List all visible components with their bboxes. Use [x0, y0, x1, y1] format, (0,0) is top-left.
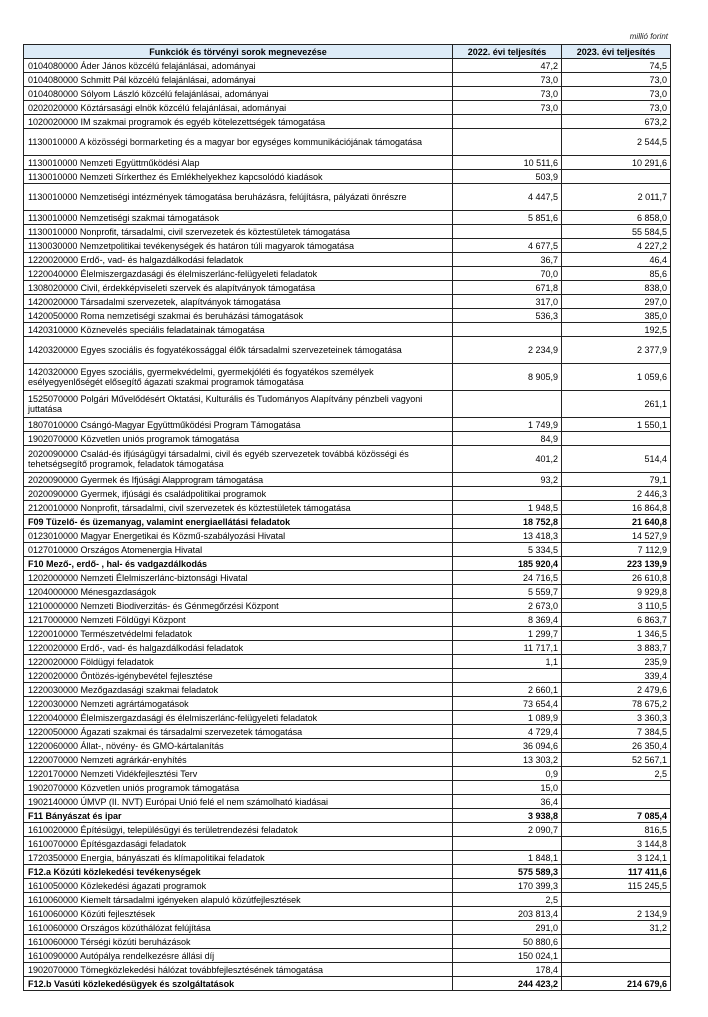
row-name-cell: 2120010000 Nonprofit, társadalmi, civil szervezetek és köztestületek támogatása: [24, 501, 453, 515]
row-2023-cell: 78 675,2: [562, 697, 671, 711]
row-2022-cell: [453, 225, 562, 239]
row-2022-cell: 2 673,0: [453, 599, 562, 613]
row-2023-cell: 816,5: [562, 823, 671, 837]
row-2023-cell: 14 527,9: [562, 529, 671, 543]
table-row: [24, 669, 671, 683]
table-row: [24, 309, 671, 323]
row-2022-cell: 3 938,8: [453, 809, 562, 823]
row-2023-cell: 2 544,5: [562, 129, 671, 156]
row-2022-cell: [453, 487, 562, 501]
table-row-subtotal: [24, 557, 671, 571]
header-2023: 2023. évi teljesítés: [562, 45, 671, 59]
table-row: [24, 851, 671, 865]
row-name-cell: 1902070000 Közvetlen uniós programok támogatása: [24, 781, 453, 795]
row-name-cell: 1610090000 Autópálya rendelkezésre állási díj: [24, 949, 453, 963]
row-2022-cell: 8 905,9: [453, 364, 562, 391]
row-name-cell: 1902070000 Tömegközlekedési hálózat továbbfejlesztésének támogatása: [24, 963, 453, 977]
row-name-cell: 1420310000 Köznevelés speciális feladatainak támogatása: [24, 323, 453, 337]
row-2022-cell: 50 880,6: [453, 935, 562, 949]
row-2023-cell: 21 640,8: [562, 515, 671, 529]
row-2023-cell: 73,0: [562, 87, 671, 101]
row-name-cell: 1130010000 Nemzeti Sírkerthez és Emlékhelyekhez kapcsolódó kiadások: [24, 170, 453, 184]
row-name-cell: 1610070000 Építésgazdasági feladatok: [24, 837, 453, 851]
table-row: [24, 432, 671, 446]
row-2023-cell: 115 245,5: [562, 879, 671, 893]
table-row: [24, 613, 671, 627]
header-2022: 2022. évi teljesítés: [453, 45, 562, 59]
row-name-cell: 0202020000 Köztársasági elnök közcélú felajánlásai, adományai: [24, 101, 453, 115]
table-row: [24, 239, 671, 253]
row-2022-cell: 4 729,4: [453, 725, 562, 739]
row-name-cell: 1902140000 ÚMVP (II. NVT) Európai Unió felé el nem számolható kiadásai: [24, 795, 453, 809]
table-row: [24, 711, 671, 725]
table-row-subtotal: [24, 809, 671, 823]
row-name-cell: F12.b Vasúti közlekedésügyek és szolgáltatások: [24, 977, 453, 991]
row-name-cell: 1220020000 Erdő-, vad- és halgazdálkodási feladatok: [24, 641, 453, 655]
row-name-cell: 0104080000 Áder János közcélú felajánlásai, adományai: [24, 59, 453, 73]
row-2023-cell: 74,5: [562, 59, 671, 73]
row-name-cell: 1420320000 Egyes szociális, gyermekvédelmi, gyermekjóléti és fogyatékos személyek esélyegyenlőségét elősegítő ágazati szakmai programok támogatása: [24, 364, 453, 391]
row-2022-cell: 2 090,7: [453, 823, 562, 837]
row-name-cell: 1420020000 Társadalmi szervezetek, alapítványok támogatása: [24, 295, 453, 309]
row-name-cell: 1217000000 Nemzeti Földügyi Központ: [24, 613, 453, 627]
row-2023-cell: 192,5: [562, 323, 671, 337]
row-2023-cell: 26 350,4: [562, 739, 671, 753]
row-2023-cell: 9 929,8: [562, 585, 671, 599]
row-name-cell: 2020090000 Gyermek, ifjúsági és családpolitikai programok: [24, 487, 453, 501]
unit-label: millió forint: [629, 32, 668, 41]
row-2023-cell: 1 346,5: [562, 627, 671, 641]
row-2023-cell: 6 863,7: [562, 613, 671, 627]
row-2023-cell: 514,4: [562, 446, 671, 473]
row-name-cell: 2020090000 Gyermek és Ifjúsági Alapprogram támogatása: [24, 473, 453, 487]
row-2022-cell: [453, 669, 562, 683]
table-row: [24, 725, 671, 739]
row-2022-cell: 1 848,1: [453, 851, 562, 865]
row-name-cell: 1610020000 Építésügyi, településügyi és területrendezési feladatok: [24, 823, 453, 837]
row-2022-cell: 13 303,2: [453, 753, 562, 767]
row-2022-cell: 5 851,6: [453, 211, 562, 225]
row-2022-cell: 203 813,4: [453, 907, 562, 921]
row-2022-cell: 4 677,5: [453, 239, 562, 253]
row-2022-cell: 84,9: [453, 432, 562, 446]
row-name-cell: 1130010000 Nonprofit, társadalmi, civil szervezetek és köztestületek támogatása: [24, 225, 453, 239]
row-name-cell: 1202000000 Nemzeti Élelmiszerlánc-biztonsági Hivatal: [24, 571, 453, 585]
row-2022-cell: 671,8: [453, 281, 562, 295]
row-2022-cell: 18 752,8: [453, 515, 562, 529]
row-name-cell: 1220020000 Földügyi feladatok: [24, 655, 453, 669]
row-2022-cell: 70,0: [453, 267, 562, 281]
table-row: [24, 391, 671, 418]
row-2023-cell: 46,4: [562, 253, 671, 267]
row-name-cell: 1204000000 Ménesgazdaságok: [24, 585, 453, 599]
table-row: [24, 473, 671, 487]
table-row-subtotal: [24, 977, 671, 991]
row-name-cell: 1220070000 Nemzeti agrárkár-enyhítés: [24, 753, 453, 767]
row-2022-cell: [453, 129, 562, 156]
row-2022-cell: [453, 323, 562, 337]
table-header-row: [24, 45, 671, 59]
header-name: Funkciók és törvényi sorok megnevezése: [24, 45, 453, 59]
row-name-cell: 1220060000 Állat-, növény- és GMO-kártalanítás: [24, 739, 453, 753]
row-2022-cell: [453, 115, 562, 129]
row-2023-cell: 7 112,9: [562, 543, 671, 557]
table-row: [24, 907, 671, 921]
row-name-cell: F09 Tüzelő- és üzemanyag, valamint energiaellátási feladatok: [24, 515, 453, 529]
row-2022-cell: 503,9: [453, 170, 562, 184]
row-2022-cell: 536,3: [453, 309, 562, 323]
table-row: [24, 697, 671, 711]
row-2023-cell: 297,0: [562, 295, 671, 309]
row-2023-cell: 2,5: [562, 767, 671, 781]
row-name-cell: F11 Bányászat és ipar: [24, 809, 453, 823]
table-row: [24, 781, 671, 795]
row-2022-cell: 2 660,1: [453, 683, 562, 697]
row-2022-cell: 244 423,2: [453, 977, 562, 991]
row-2023-cell: 73,0: [562, 101, 671, 115]
row-2022-cell: [453, 837, 562, 851]
table-row: [24, 795, 671, 809]
row-2022-cell: 10 511,6: [453, 156, 562, 170]
row-name-cell: F12.a Közúti közlekedési tevékenységek: [24, 865, 453, 879]
row-2022-cell: 185 920,4: [453, 557, 562, 571]
budget-table: [23, 44, 671, 991]
row-name-cell: 1130010000 Nemzeti Együttműködési Alap: [24, 156, 453, 170]
row-2023-cell: [562, 432, 671, 446]
table-row: [24, 963, 671, 977]
row-2023-cell: 85,6: [562, 267, 671, 281]
row-2022-cell: 150 024,1: [453, 949, 562, 963]
row-2023-cell: [562, 935, 671, 949]
row-2023-cell: 673,2: [562, 115, 671, 129]
row-name-cell: 1220170000 Nemzeti Vidékfejlesztési Terv: [24, 767, 453, 781]
row-2023-cell: 2 011,7: [562, 184, 671, 211]
row-2022-cell: 47,2: [453, 59, 562, 73]
row-2022-cell: 5 559,7: [453, 585, 562, 599]
table-row: [24, 211, 671, 225]
row-name-cell: 1130010000 A közösségi bormarketing és a magyar bor egységes kommunikációjának támogatása: [24, 129, 453, 156]
row-name-cell: 1220010000 Természetvédelmi feladatok: [24, 627, 453, 641]
row-2022-cell: 15,0: [453, 781, 562, 795]
row-name-cell: 0104080000 Sólyom László közcélú felajánlásai, adományai: [24, 87, 453, 101]
row-name-cell: 1220030000 Mezőgazdasági szakmai feladatok: [24, 683, 453, 697]
row-name-cell: 1220020000 Erdő-, vad- és halgazdálkodási feladatok: [24, 253, 453, 267]
table-row: [24, 170, 671, 184]
row-2022-cell: 2,5: [453, 893, 562, 907]
table-row: [24, 364, 671, 391]
row-2023-cell: 1 550,1: [562, 418, 671, 432]
table-row: [24, 115, 671, 129]
row-2023-cell: 55 584,5: [562, 225, 671, 239]
row-2022-cell: 11 717,1: [453, 641, 562, 655]
table-row: [24, 337, 671, 364]
row-2023-cell: 6 858,0: [562, 211, 671, 225]
row-2023-cell: 31,2: [562, 921, 671, 935]
row-2023-cell: 26 610,8: [562, 571, 671, 585]
row-name-cell: 0123010000 Magyar Energetikai és Közmű-szabályozási Hivatal: [24, 529, 453, 543]
row-name-cell: 1220020000 Öntözés-igénybevétel fejlesztése: [24, 669, 453, 683]
row-name-cell: 1610060000 Kiemelt társadalmi igényeken alapuló közútfejlesztések: [24, 893, 453, 907]
table-row: [24, 879, 671, 893]
table-row-subtotal: [24, 515, 671, 529]
table-row: [24, 87, 671, 101]
row-2023-cell: 385,0: [562, 309, 671, 323]
row-name-cell: 1220030000 Nemzeti agrártámogatások: [24, 697, 453, 711]
row-2023-cell: 214 679,6: [562, 977, 671, 991]
row-name-cell: 1220040000 Élelmiszergazdasági és élelmiszerlánc-felügyeleti feladatok: [24, 267, 453, 281]
row-2023-cell: 2 377,9: [562, 337, 671, 364]
table-row: [24, 655, 671, 669]
row-name-cell: 1020020000 IM szakmai programok és egyéb kötelezettségek támogatása: [24, 115, 453, 129]
table-row: [24, 585, 671, 599]
row-2022-cell: 401,2: [453, 446, 562, 473]
row-name-cell: 1902070000 Közvetlen uniós programok támogatása: [24, 432, 453, 446]
row-name-cell: 1420050000 Roma nemzetiségi szakmai és beruházási támogatások: [24, 309, 453, 323]
table-row-subtotal: [24, 865, 671, 879]
table-row: [24, 129, 671, 156]
row-2023-cell: 3 883,7: [562, 641, 671, 655]
row-2023-cell: 838,0: [562, 281, 671, 295]
row-2022-cell: 575 589,3: [453, 865, 562, 879]
row-2023-cell: [562, 893, 671, 907]
row-2022-cell: 93,2: [453, 473, 562, 487]
row-name-cell: 1610060000 Közúti fejlesztések: [24, 907, 453, 921]
row-name-cell: 1220040000 Élelmiszergazdasági és élelmiszerlánc-felügyeleti feladatok: [24, 711, 453, 725]
row-2022-cell: 73,0: [453, 101, 562, 115]
row-2022-cell: 291,0: [453, 921, 562, 935]
row-2022-cell: [453, 391, 562, 418]
row-2022-cell: 36 094,6: [453, 739, 562, 753]
row-2023-cell: 7 085,4: [562, 809, 671, 823]
table-row: [24, 823, 671, 837]
row-2022-cell: 8 369,4: [453, 613, 562, 627]
row-2023-cell: 117 411,6: [562, 865, 671, 879]
row-name-cell: 1420320000 Egyes szociális és fogyatékossággal élők társadalmi szervezeteinek támogatása: [24, 337, 453, 364]
row-name-cell: 1130010000 Nemzetiségi intézmények támogatása beruházásra, felújításra, pályázati önrészre: [24, 184, 453, 211]
row-2022-cell: 73,0: [453, 87, 562, 101]
table-row: [24, 599, 671, 613]
row-2022-cell: 0,9: [453, 767, 562, 781]
row-2022-cell: 13 418,3: [453, 529, 562, 543]
row-2023-cell: 2 134,9: [562, 907, 671, 921]
table-row: [24, 267, 671, 281]
row-2023-cell: 3 144,8: [562, 837, 671, 851]
row-name-cell: 1130010000 Nemzetiségi szakmai támogatások: [24, 211, 453, 225]
row-name-cell: 1610060000 Térségi közúti beruházások: [24, 935, 453, 949]
table-row: [24, 767, 671, 781]
row-2023-cell: 235,9: [562, 655, 671, 669]
table-row: [24, 59, 671, 73]
row-2022-cell: 1 749,9: [453, 418, 562, 432]
row-2022-cell: 317,0: [453, 295, 562, 309]
table-row: [24, 739, 671, 753]
row-2023-cell: 3 360,3: [562, 711, 671, 725]
row-2023-cell: 79,1: [562, 473, 671, 487]
table-row: [24, 281, 671, 295]
row-2023-cell: [562, 170, 671, 184]
row-2023-cell: 52 567,1: [562, 753, 671, 767]
row-2023-cell: 16 864,8: [562, 501, 671, 515]
table-row: [24, 225, 671, 239]
row-2023-cell: 261,1: [562, 391, 671, 418]
row-2022-cell: 73 654,4: [453, 697, 562, 711]
row-2023-cell: 1 059,6: [562, 364, 671, 391]
row-2023-cell: [562, 795, 671, 809]
row-2022-cell: 1,1: [453, 655, 562, 669]
row-name-cell: 0104080000 Schmitt Pál közcélú felajánlásai, adományai: [24, 73, 453, 87]
row-name-cell: 2020090000 Család-és ifjúságügyi társadalmi, civil és egyéb szervezetek továbbá közösségi és tehetségsegítő programok, feladatok támogatása: [24, 446, 453, 473]
table-row: [24, 529, 671, 543]
table-row: [24, 323, 671, 337]
table-row: [24, 487, 671, 501]
row-name-cell: 1308020000 Civil, érdekképviseleti szervek és alapítványok támogatása: [24, 281, 453, 295]
row-name-cell: 1210000000 Nemzeti Biodiverzitás- és Génmegőrzési Központ: [24, 599, 453, 613]
table-row: [24, 253, 671, 267]
row-2023-cell: 223 139,9: [562, 557, 671, 571]
row-2022-cell: 1 089,9: [453, 711, 562, 725]
row-2022-cell: 36,7: [453, 253, 562, 267]
table-row: [24, 753, 671, 767]
row-2022-cell: 170 399,3: [453, 879, 562, 893]
table-row: [24, 446, 671, 473]
row-2022-cell: 36,4: [453, 795, 562, 809]
row-2022-cell: 1 948,5: [453, 501, 562, 515]
row-2023-cell: 3 124,1: [562, 851, 671, 865]
table-row: [24, 627, 671, 641]
row-2022-cell: 1 299,7: [453, 627, 562, 641]
row-2023-cell: 4 227,2: [562, 239, 671, 253]
row-2022-cell: 5 334,5: [453, 543, 562, 557]
row-2023-cell: 10 291,6: [562, 156, 671, 170]
row-2023-cell: 7 384,5: [562, 725, 671, 739]
row-name-cell: 1610060000 Országos közúthálózat felújítása: [24, 921, 453, 935]
row-2023-cell: [562, 949, 671, 963]
row-name-cell: 1525070000 Polgári Művelődésért Oktatási, Kulturális és Tudományos Alapítvány pénzbeli vagyoni juttatása: [24, 391, 453, 418]
row-name-cell: 0127010000 Országos Atomenergia Hivatal: [24, 543, 453, 557]
table-row: [24, 893, 671, 907]
row-2022-cell: 178,4: [453, 963, 562, 977]
table-row: [24, 837, 671, 851]
row-name-cell: 1610050000 Közlekedési ágazati programok: [24, 879, 453, 893]
table-row: [24, 949, 671, 963]
table-row: [24, 641, 671, 655]
table-row: [24, 101, 671, 115]
row-name-cell: 1220050000 Ágazati szakmai és társadalmi szervezetek támogatása: [24, 725, 453, 739]
table-row: [24, 184, 671, 211]
row-2023-cell: 2 446,3: [562, 487, 671, 501]
row-2023-cell: 2 479,6: [562, 683, 671, 697]
row-2023-cell: [562, 963, 671, 977]
row-2022-cell: 2 234,9: [453, 337, 562, 364]
table-row: [24, 935, 671, 949]
table-row: [24, 156, 671, 170]
table-body: [24, 59, 671, 991]
table-row: [24, 501, 671, 515]
table-row: [24, 295, 671, 309]
table-row: [24, 418, 671, 432]
row-name-cell: 1130030000 Nemzetpolitikai tevékenységek és határon túli magyarok támogatása: [24, 239, 453, 253]
row-2023-cell: [562, 781, 671, 795]
row-2023-cell: 339,4: [562, 669, 671, 683]
table-row: [24, 571, 671, 585]
row-name-cell: 1720350000 Energia, bányászati és klímapolitikai feladatok: [24, 851, 453, 865]
row-name-cell: F10 Mező-, erdő- , hal- és vadgazdálkodás: [24, 557, 453, 571]
row-2022-cell: 4 447,5: [453, 184, 562, 211]
row-2023-cell: 73,0: [562, 73, 671, 87]
row-2023-cell: 3 110,5: [562, 599, 671, 613]
table-row: [24, 683, 671, 697]
row-2022-cell: 24 716,5: [453, 571, 562, 585]
table-row: [24, 921, 671, 935]
row-name-cell: 1807010000 Csángó-Magyar Együttműködési Program Támogatása: [24, 418, 453, 432]
table-row: [24, 543, 671, 557]
row-2022-cell: 73,0: [453, 73, 562, 87]
table-row: [24, 73, 671, 87]
